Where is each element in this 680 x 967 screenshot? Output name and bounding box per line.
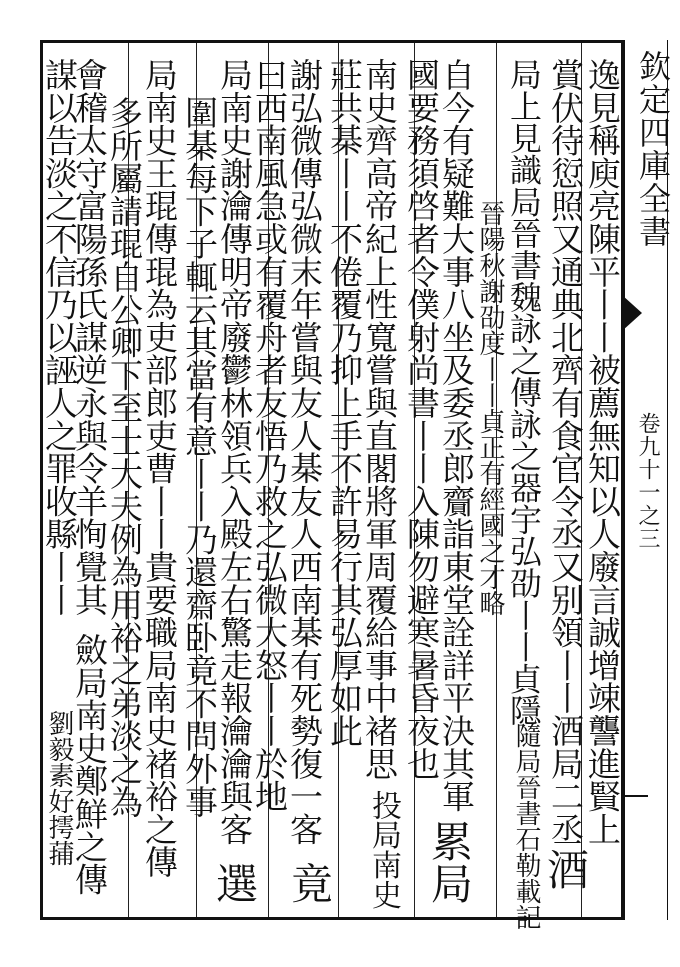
text-column: 多所屬請琨自公卿下至士大夫例為用裕之弟淡之為 [105, 96, 144, 818]
text-column: 局南史謝瀹傳明帝廢鬱林領兵入殿左右驚走報瀹瀹與客 [215, 58, 254, 846]
text-column: 會稽太守富陽孫氏謀逆永與令羊恂覺其 [70, 58, 109, 616]
text-column: 謀以告淡之不信乃以誣人之罪收縣丨丨 [40, 58, 79, 616]
heading-term: 竟 [285, 862, 334, 904]
fishtail-mark [622, 295, 642, 331]
text-column: 逸見稱庾亮陳平丨丨被薦無知以人廢言誠增竦讋進賢上 [583, 58, 622, 846]
heading-term: 投局南史 [366, 790, 401, 910]
text-column: 自今有疑難大事八坐及委丞郎齎詣東堂詮詳平決其軍 [437, 58, 476, 813]
text-column: 謝弘微傳弘微末年嘗與友人棊友人西南棊有死勢復一客 [285, 58, 324, 846]
text-column: 莊共棊丨丨不倦覆乃抑上手不許易行其弘厚如此 [325, 58, 364, 747]
text-column: 劉毅素好摴蒱 [44, 710, 74, 866]
text-column: 晉陽秋謝劭度丨丨貞正有經國之才略 [475, 200, 505, 616]
heading-term: 選 [210, 862, 259, 904]
text-column: 局南史王琨傳琨為吏部郎吏曹丨丨貴要職局南史褚裕之傳 [140, 58, 179, 879]
text-column: 國要務須啓者令僕射尚書丨丨入陳勿避寒暑昏夜也 [402, 58, 441, 780]
heading-term: 累局 [425, 820, 474, 904]
juan-number: 卷九十一之三 [635, 412, 660, 550]
text-column: 南史齊高帝紀上性寬嘗與直閣將軍周覆給事中褚思 [360, 58, 399, 780]
margin-tick [622, 795, 648, 797]
text-column: 隨局晉書石勒載記 [511, 722, 541, 930]
text-column: 曰西南風急或有覆舟者友悟乃救之弘微大怒丨丨於地 [250, 58, 289, 813]
heading-term: 酒 [541, 848, 590, 890]
text-column: 圍棊每下子輒云其當有意丨丨乃還齋卧竟不問外事 [180, 96, 219, 818]
book-title: 欽定四庫全書 [634, 50, 672, 248]
heading-term: 斂局南史鄭鮮之傳 [70, 633, 109, 896]
text-column: 局上見識局晉書魏詠之傳詠之器宇弘劭丨丨貞隱 [505, 58, 543, 726]
text-column: 賞伏待愆照又通典北齊有食官令丞又别領丨丨酒局二丞 [546, 58, 585, 846]
